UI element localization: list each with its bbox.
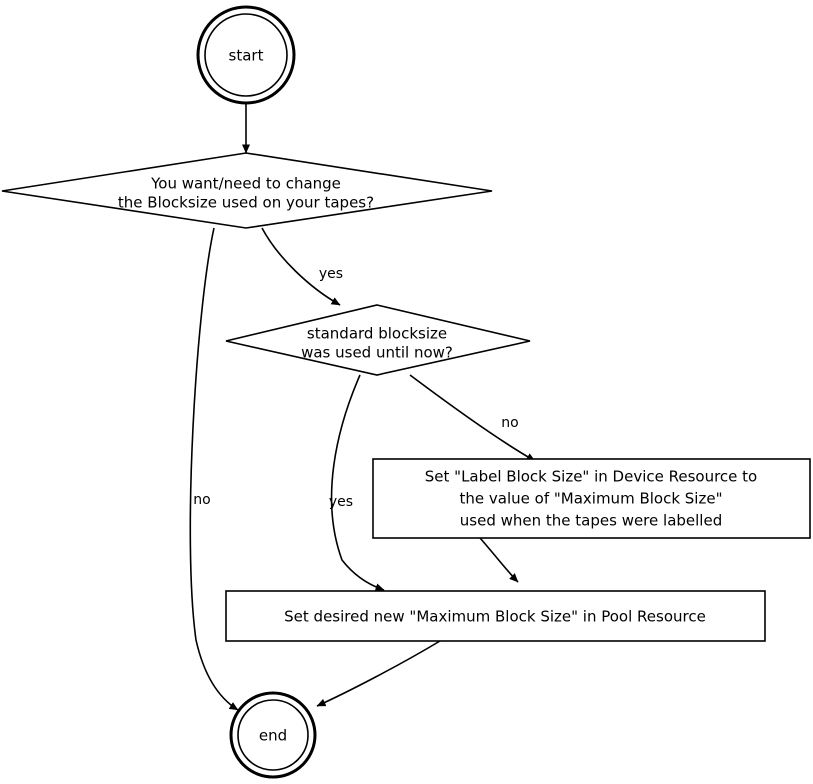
node-end bbox=[231, 693, 315, 777]
edge-label-yes-1: yes bbox=[318, 266, 344, 282]
node-decision-standard-blocksize bbox=[226, 305, 530, 375]
node-start bbox=[198, 7, 294, 103]
edge-label-no-1: no bbox=[193, 492, 211, 508]
edge-decision2-no-to-process1 bbox=[410, 375, 535, 461]
edge-decision1-yes-to-decision2 bbox=[262, 228, 343, 305]
node-process1-line2: the value of "Maximum Block Size" bbox=[459, 489, 723, 508]
node-decision-change-blocksize bbox=[2, 153, 492, 228]
node-end-label: end bbox=[258, 726, 288, 745]
node-process-set-label-block-size bbox=[373, 459, 810, 538]
node-process2-line1: Set desired new "Maximum Block Size" in Pool Resource bbox=[284, 607, 706, 626]
edge-label-yes-2: yes bbox=[328, 494, 354, 510]
edge-process2-to-end bbox=[317, 641, 440, 706]
node-decision1-line2: the Blocksize used on your tapes? bbox=[117, 193, 375, 212]
node-decision1-line1: You want/need to change bbox=[151, 174, 341, 193]
node-process1-line1: Set "Label Block Size" in Device Resource to bbox=[424, 467, 758, 486]
edge-process1-to-process2 bbox=[480, 538, 518, 582]
node-start-label: start bbox=[228, 46, 264, 65]
node-decision2-line1: standard blocksize bbox=[306, 324, 448, 343]
edge-label-no-2: no bbox=[501, 415, 519, 431]
node-process-set-maximum-block-size bbox=[226, 591, 765, 641]
node-decision2-line2: was used until now? bbox=[301, 343, 453, 362]
node-process1-line3: used when the tapes were labelled bbox=[459, 511, 723, 530]
